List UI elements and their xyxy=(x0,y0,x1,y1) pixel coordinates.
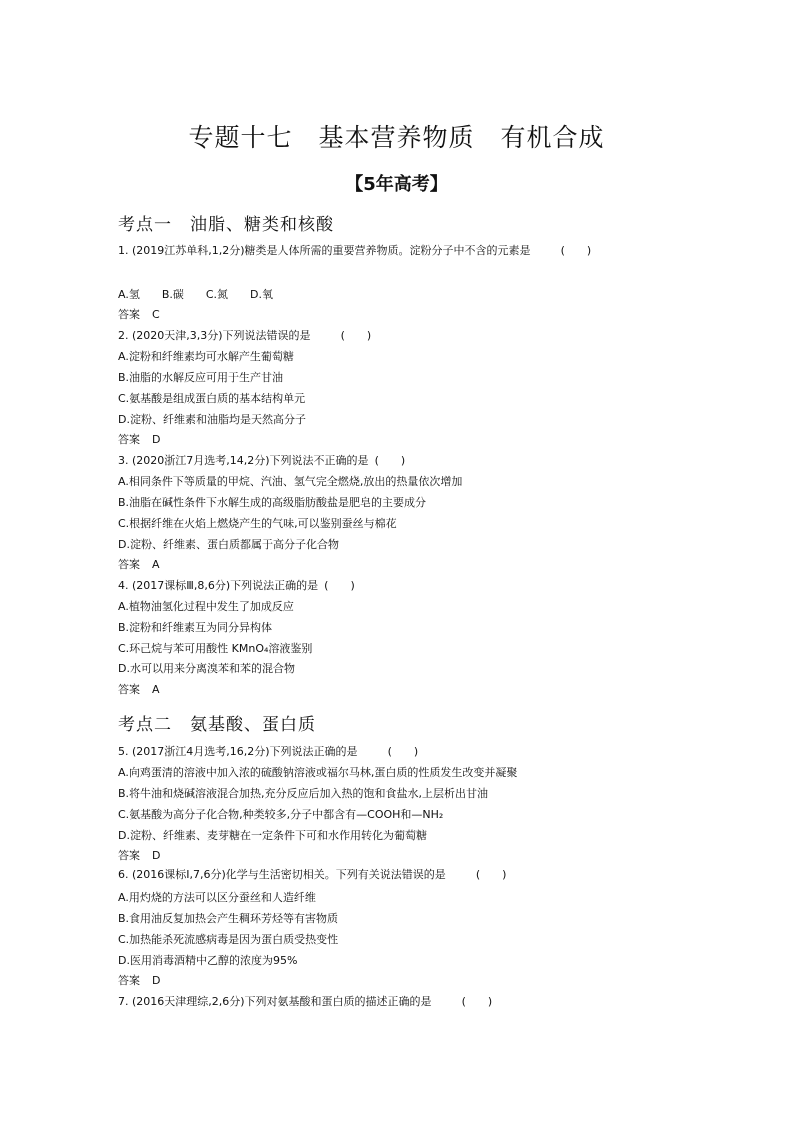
answer-paren: ( ) xyxy=(387,745,419,758)
question-3-stem xyxy=(118,454,405,468)
question-4-option-d: D.水可以用来分离溴苯和苯的混合物 xyxy=(118,662,295,675)
question-3-option-c: C.根据纤维在火焰上燃烧产生的气味,可以鉴别蚕丝与棉花 xyxy=(118,517,397,530)
question-stem-text: 4. (2017课标Ⅲ,8,6分)下列说法正确的是 xyxy=(118,579,319,592)
question-2-answer xyxy=(118,433,160,447)
question-stem-text: 5. (2017浙江4月选考,16,2分)下列说法正确的是 xyxy=(118,745,358,758)
question-1-answer xyxy=(118,308,160,322)
question-6-option-b: B.食用油反复加热会产生稠环芳烃等有害物质 xyxy=(118,912,339,925)
question-1-stem xyxy=(118,244,591,258)
answer-paren: ( ) xyxy=(475,868,507,881)
question-2-stem xyxy=(118,329,371,343)
answer-value: A xyxy=(152,683,160,696)
answer-value: C xyxy=(152,308,160,321)
question-6-option-a: A.用灼烧的方法可以区分蚕丝和人造纤维 xyxy=(118,891,316,904)
page-subtitle: 【5年高考】 xyxy=(345,174,448,195)
answer-value: D xyxy=(152,974,161,987)
answer-value: A xyxy=(152,558,160,571)
question-3-answer xyxy=(118,558,160,572)
question-3-option-d: D.淀粉、纤维素、蛋白质都属于高分子化合物 xyxy=(118,538,339,551)
question-stem-text: 1. (2019江苏单科,1,2分)糖类是人体所需的重要营养物质。淀粉分子中不含的元素是 xyxy=(118,244,531,257)
question-2-option-c: C.氨基酸是组成蛋白质的基本结构单元 xyxy=(118,392,306,405)
answer-value: D xyxy=(152,433,161,446)
answer-label: 答案 xyxy=(118,558,140,571)
question-stem-text: 6. (2016课标Ⅰ,7,6分)化学与生活密切相关。下列有关说法错误的是 xyxy=(118,868,446,881)
question-6-stem xyxy=(118,868,506,882)
question-6-option-c: C.加热能杀死流感病毒是因为蛋白质受热变性 xyxy=(118,933,339,946)
question-5-option-c: C.氨基酸为高分子化合物,种类较多,分子中都含有—COOH和—NH₂ xyxy=(118,808,444,821)
question-3-option-a: A.相同条件下等质量的甲烷、汽油、氢气完全燃烧,放出的热量依次增加 xyxy=(118,475,463,488)
question-stem-text: 7. (2016天津理综,2,6分)下列对氨基酸和蛋白质的描述正确的是 xyxy=(118,995,432,1008)
question-5-stem xyxy=(118,745,418,759)
answer-paren: ( ) xyxy=(340,329,372,342)
question-4-option-a: A.植物油氢化过程中发生了加成反应 xyxy=(118,600,294,613)
section-heading-2: 考点二 氨基酸、蛋白质 xyxy=(118,715,316,735)
question-stem-text: 2. (2020天津,3,3分)下列说法错误的是 xyxy=(118,329,311,342)
question-6-option-d: D.医用消毒酒精中乙醇的浓度为95% xyxy=(118,954,298,967)
question-5-option-b: B.将牛油和烧碱溶液混合加热,充分反应后加入热的饱和食盐水,上层析出甘油 xyxy=(118,787,489,800)
question-4-option-b: B.淀粉和纤维素互为同分异构体 xyxy=(118,621,273,634)
answer-label: 答案 xyxy=(118,308,140,321)
answer-label: 答案 xyxy=(118,974,140,987)
question-6-answer xyxy=(118,974,160,988)
question-stem-text: 3. (2020浙江7月选考,14,2分)下列说法不正确的是 xyxy=(118,454,369,467)
question-4-option-c: C.环己烷与苯可用酸性 KMnO₄溶液鉴别 xyxy=(118,642,313,655)
question-2-option-a: A.淀粉和纤维素均可水解产生葡萄糖 xyxy=(118,350,294,363)
question-5-answer xyxy=(118,849,160,863)
question-2-option-d: D.淀粉、纤维素和油脂均是天然高分子 xyxy=(118,413,306,426)
question-2-option-b: B.油脂的水解反应可用于生产甘油 xyxy=(118,371,284,384)
question-3-option-b: B.油脂在碱性条件下水解生成的高级脂肪酸盐是肥皂的主要成分 xyxy=(118,496,427,509)
answer-paren: ( ) xyxy=(560,244,592,257)
page-title: 专题十七 基本营养物质 有机合成 xyxy=(188,123,605,152)
section-heading-1: 考点一 油脂、糖类和核酸 xyxy=(118,215,334,235)
question-4-answer xyxy=(118,683,160,697)
question-4-stem xyxy=(118,579,355,593)
answer-paren: ( ) xyxy=(461,995,493,1008)
question-7-stem xyxy=(118,995,492,1009)
answer-label: 答案 xyxy=(118,683,140,696)
answer-paren: ( ) xyxy=(374,454,406,467)
question-5-option-a: A.向鸡蛋清的溶液中加入浓的硫酸钠溶液或福尔马林,蛋白质的性质发生改变并凝聚 xyxy=(118,766,518,779)
answer-label: 答案 xyxy=(118,433,140,446)
answer-paren: ( ) xyxy=(324,579,355,592)
answer-value: D xyxy=(152,849,161,862)
question-5-option-d: D.淀粉、纤维素、麦芽糖在一定条件下可和水作用转化为葡萄糖 xyxy=(118,829,427,842)
answer-label: 答案 xyxy=(118,849,140,862)
question-1-options: A.氢 B.碳 C.氮 D.氧 xyxy=(118,288,274,301)
